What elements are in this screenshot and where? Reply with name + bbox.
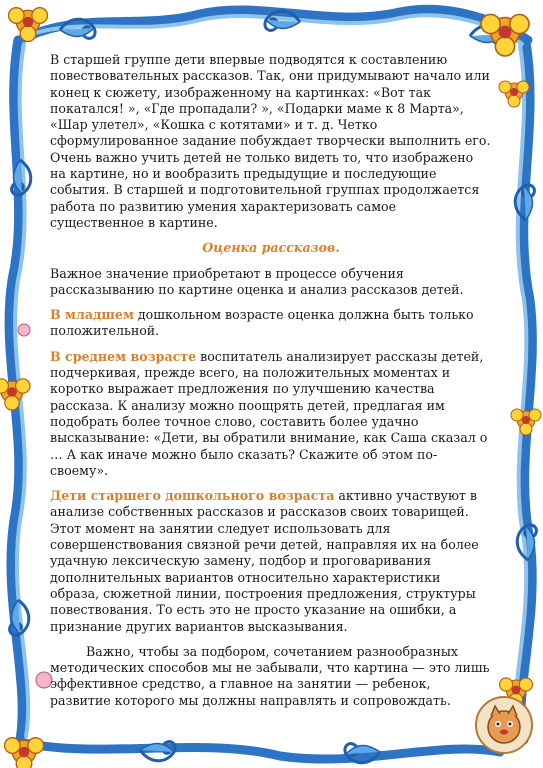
article-body (50, 52, 492, 718)
highlight-senior: Дети старшего дошкольного возраста (50, 488, 335, 504)
paragraph-importance: Важное значение приобретают в процессе обучения рассказыванию по картине оценка и анализ рассказов детей. (50, 265, 464, 297)
highlight-junior: В младшем (50, 307, 134, 323)
paragraph-middle-text: воспитатель анализирует рассказы детей, подчеркивая, прежде всего, на положительных моментах и коротко выражает предложения по улучшению качества рассказа. К анализу можно поощрять детей, предлагая им подобрать более точное слово, составить более удачно высказывание: «Дети, вы обратили внимание, как Саша сказал о … А как иначе можно было сказать? Скажите об этом по-своему». (50, 348, 488, 478)
paragraph-junior (50, 307, 492, 340)
section-heading: Оценка рассказов. (202, 240, 340, 256)
paragraph-senior-text: активно участвуют в анализе собственных рассказов и рассказов своих товарищей. Этот момент на занятии следует использовать для совершенствования связной речи детей, направляя их на более удачную лексическую замену, подбор и проговаривания дополнительных вариантов относительно характеристики образа, сюжетной линии, построения предложения, структуры повествования. То есть это не просто указание на ошибки, а признание других вариантов высказывания. (50, 488, 479, 634)
paragraph-senior (50, 488, 492, 635)
paragraph-conclusion: Важно, чтобы за подбором, сочетанием разнообразных методических способов мы не забывали, что картина — это лишь эффективное средство, а главное на занятии — ребенок, развитие которого мы должны направлять и сопровождать. (50, 643, 490, 708)
paragraph-middle (50, 349, 492, 479)
highlight-middle: В среднем возрасте (50, 348, 197, 364)
paragraph-intro: В старшей группе дети впервые подводятся к составлению повествовательных рассказов. Так, они придумывают начало или конец к сюжету, изображенному на картинках: «Вот так покатался! », «Где пропадали? », «Подарки маме к 8 Марта», «Шар улетел», «Кошка с котятами» и т. д. Четко сформулированное задание побуждает творчески выполнить его. Очень важно учить детей не только видеть то, что изображено на картине, но и вообразить предыдущие и последующие события. В старшей и подготовительной группах продолжается работа по развитию умения характеризовать самое существенное в картине. (50, 52, 491, 230)
paragraph-junior-text: дошкольном возрасте оценка должна быть только положительной. (50, 307, 474, 339)
kindergarten-logo-icon (473, 694, 535, 756)
